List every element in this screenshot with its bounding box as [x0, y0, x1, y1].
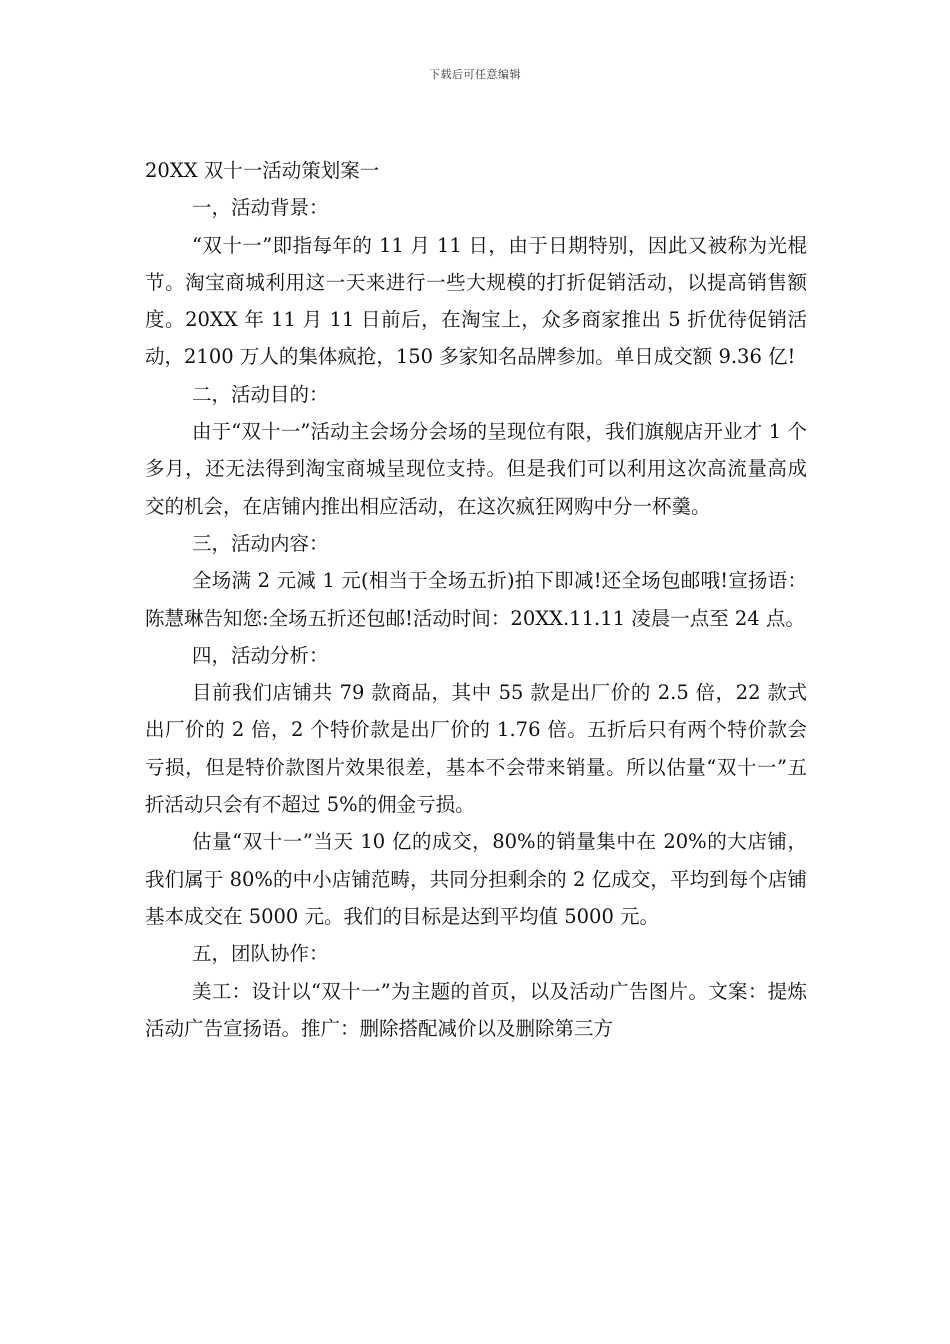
section-heading-background: 一，活动背景： — [192, 196, 329, 220]
section-paragraph-background: “双十一”即指每年的 11 月 11 日，由于日期特别，因此又被称为光棍节。淘宝商城利用这一天来进行一些大规模的打折促销活动，以提高销售额度。20XX 年 11 月 11 日前后，在淘宝上，众多商家推出 5 折优待促销活动，2100 万人的集体疯抢，150 多家知名品牌参加。单日成交额 9.36 亿! — [145, 233, 807, 369]
section-paragraph-team: 美工：设计以“双十一”为主题的首页，以及活动广告图片。文案：提炼活动广告宣扬语。推广：删除搭配减价以及删除第三方 — [145, 979, 807, 1040]
section-paragraph-analysis-2: 估量“双十一”当天 10 亿的成交，80%的销量集中在 20%的大店铺，我们属于 80%的中小店铺范畴，共同分担剩余的 2 亿成交，平均到每个店铺基本成交在 5000 元。我们的目标是达到平均值 5000 元。 — [145, 830, 807, 928]
document-title: 20XX 双十一活动策划案一 — [145, 159, 380, 182]
document-body — [145, 152, 807, 1047]
section-heading-purpose: 二，活动目的： — [192, 382, 329, 406]
section-heading-content: 三，活动内容： — [192, 531, 329, 555]
section-paragraph-purpose: 由于“双十一”活动主会场分会场的呈现位有限，我们旗舰店开业才 1 个多月，还无法得到淘宝商城呈现位支持。但是我们可以利用这次高流量高成交的机会，在店铺内推出相应活动，在这次疯狂网购中分一杯羹。 — [145, 420, 807, 518]
section-paragraph-analysis-1: 目前我们店铺共 79 款商品，其中 55 款是出厂价的 2.5 倍，22 款式出厂价的 2 倍，2 个特价款是出厂价的 1.76 倍。五折后只有两个特价款会亏损，但是特价款图片效果很差，基本不会带来销量。所以估量“双十一”五折活动只会有不超过 5%的佣金亏损。 — [145, 681, 807, 817]
section-paragraph-content: 全场满 2 元减 1 元(相当于全场五折)拍下即减!还全场包邮哦!宣扬语：陈慧琳告知您:全场五折还包邮!活动时间：20XX.11.11 凌晨一点至 24 点。 — [145, 569, 807, 630]
section-heading-analysis: 四，活动分析： — [192, 643, 329, 667]
page-header-note: 下载后可任意编辑 — [429, 68, 521, 81]
section-heading-team: 五，团队协作： — [192, 942, 329, 966]
